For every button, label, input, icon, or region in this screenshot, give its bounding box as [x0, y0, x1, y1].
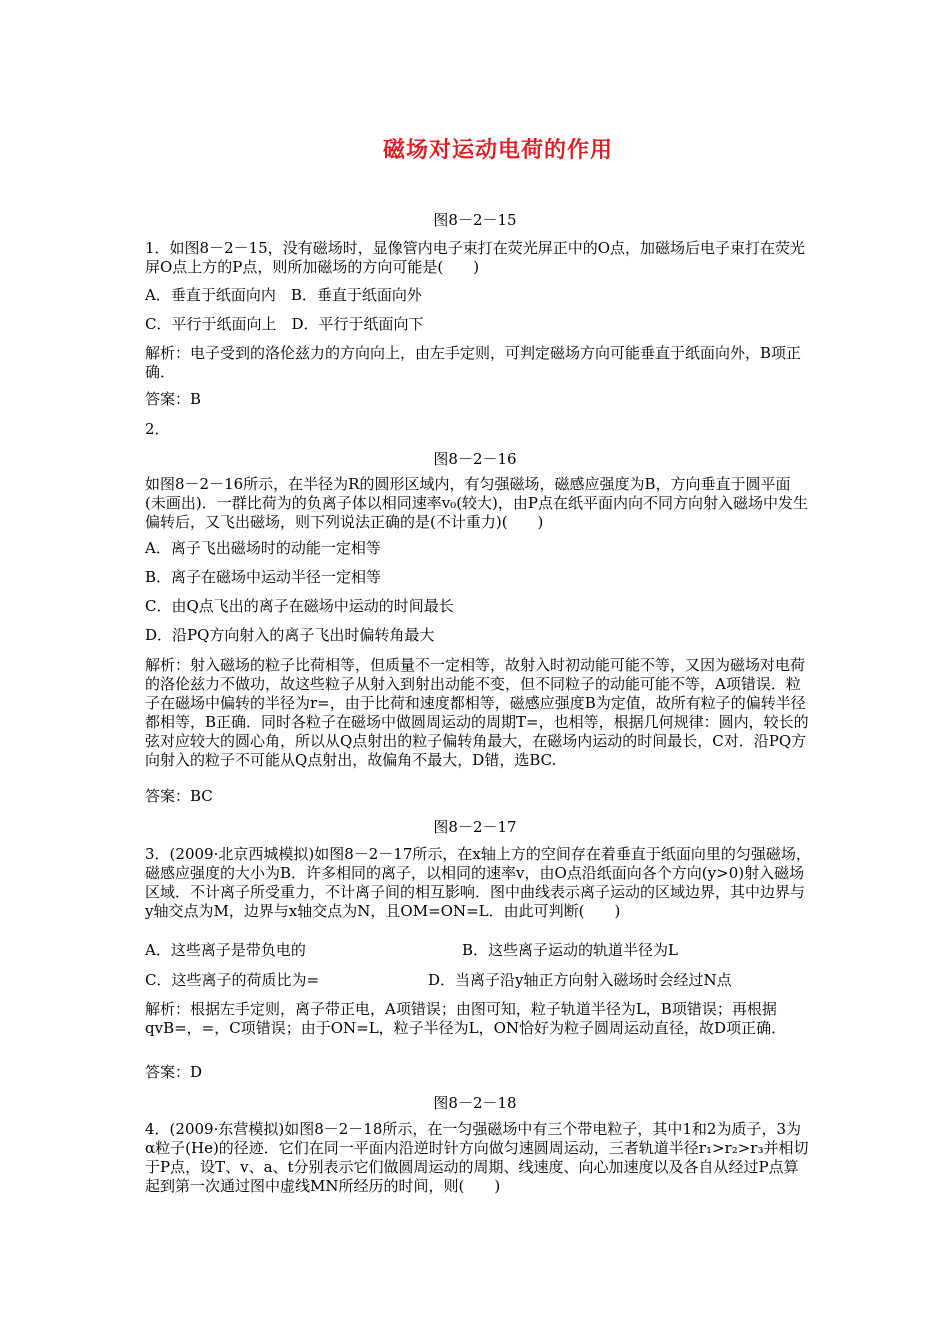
- question-2-answer: 答案：BC: [145, 787, 213, 805]
- question-2-option-c: C．由Q点飞出的离子在磁场中运动的时间最长: [145, 597, 454, 615]
- question-3-analysis: 解析：根据左手定则，离子带正电，A项错误；由图可知，粒子轨道半径为L，B项错误；再根据qvB=，=，C项错误；由于ON=L，粒子半径为L，ON恰好为粒子圆周运动直径，故D项正确．: [145, 1000, 787, 1037]
- question-1-analysis: 解析：电子受到的洛伦兹力的方向向上，由左手定则，可判定磁场方向可能垂直于纸面向外，B项正确．: [145, 344, 802, 381]
- figure-caption-4: 图8－2－18: [433, 1094, 517, 1112]
- question-1-options-cd: C．平行于纸面向上 D．平行于纸面向下: [145, 315, 424, 333]
- question-2-stem: 如图8－2－16所示，在半径为R的圆形区域内，有匀强磁场，磁感应强度为B，方向垂直于圆平面(未画出)．一群比荷为的负离子体以相同速率v₀(较大)，由P点在纸平面内向不同方向射入磁场中发生偏转后，又飞出磁场，则下列说法正确的是(不计重力)( ): [145, 475, 808, 531]
- question-2-option-a: A．离子飞出磁场时的动能一定相等: [145, 539, 381, 557]
- question-3-option-d: D．当离子沿y轴正方向射入磁场时会经过N点: [428, 971, 732, 989]
- page-title: 磁场对运动电荷的作用: [382, 137, 613, 163]
- question-2-number: 2．: [145, 420, 170, 438]
- question-1-answer: 答案：B: [145, 390, 202, 408]
- question-4-stem: 4．(2009·东营模拟)如图8－2－18所示，在一匀强磁场中有三个带电粒子，其中1和2为质子，3为α粒子(He)的径迹．它们在同一平面内沿逆时针方向做匀速圆周运动，三者轨道半径r₁>r₂>r₃并相切于P点，设T、v、a、t分别表示它们做圆周运动的周期、线速度、向心加速度以及各自从经过P点算起到第一次通过图中虚线MN所经历的时间，则( ): [145, 1120, 809, 1195]
- question-3-option-c: C．这些离子的荷质比为=: [145, 971, 320, 989]
- question-2-option-b: B．离子在磁场中运动半径一定相等: [145, 568, 382, 586]
- question-2-option-d: D．沿PQ方向射入的离子飞出时偏转角最大: [145, 626, 435, 644]
- figure-caption-2: 图8－2－16: [433, 450, 517, 468]
- question-3-option-b: B．这些离子运动的轨道半径为L: [462, 941, 678, 959]
- question-1-stem: 1．如图8－2－15，没有磁场时，显像管内电子束打在荧光屏正中的O点，加磁场后电子束打在荧光屏O点上方的P点，则所加磁场的方向可能是( ): [145, 239, 806, 276]
- question-2-analysis: 解析：射入磁场的粒子比荷相等，但质量不一定相等，故射入时初动能可能不等，又因为磁场对电荷的洛伦兹力不做功，故这些粒子从射入到射出动能不变，但不同粒子的动能可能不等，A项错误．粒子在磁场中偏转的半径为r=，由于比荷和速度都相等，磁感应强度B为定值，故所有粒子的偏转半径都相等，B正确．同时各粒子在磁场中做圆周运动的周期T=，也相等，根据几何规律：圆内，较长的弦对应较大的圆心角，所以从Q点射出的粒子偏转角最大，在磁场内运动的时间最长，C对．沿PQ方向射入的粒子不可能从Q点射出，故偏角不最大，D错，选BC.: [145, 656, 809, 769]
- figure-caption-3: 图8－2－17: [433, 818, 517, 836]
- figure-caption-1: 图8－2－15: [433, 211, 517, 229]
- question-1-options-ab: A．垂直于纸面向内 B．垂直于纸面向外: [145, 286, 422, 304]
- question-3-answer: 答案：D: [145, 1063, 203, 1081]
- question-3-stem: 3．(2009·北京西城模拟)如图8－2－17所示，在x轴上方的空间存在着垂直于纸面向里的匀强磁场，磁感应强度的大小为B．许多相同的离子，以相同的速率v，由O点沿纸面向各个方向(y>0)射入磁场区域．不计离子所受重力，不计离子间的相互影响．图中曲线表示离子运动的区域边界，其中边界与y轴交点为M，边界与x轴交点为N，且OM=ON=L．由此可判断( ): [145, 845, 811, 920]
- question-3-option-a: A．这些离子是带负电的: [145, 941, 306, 959]
